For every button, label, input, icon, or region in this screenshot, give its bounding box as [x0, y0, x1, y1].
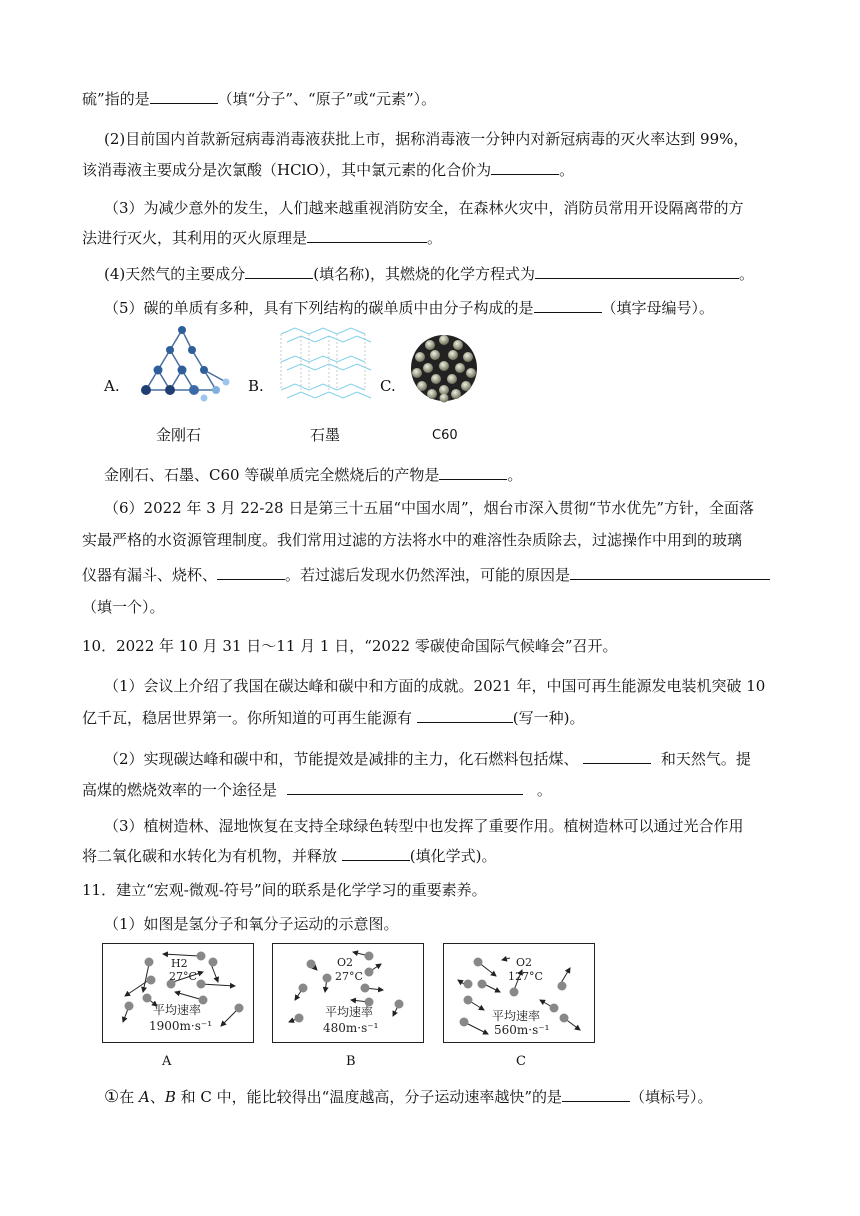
line-3: 该消毒液主要成分是次氯酸（HClO），其中氯元素的化合价为 。: [82, 161, 575, 179]
diamond-structure-image: [130, 320, 236, 406]
line-16: 高煤的燃烧效率的一个途径是 。: [82, 781, 552, 799]
temp-b: 27°C: [335, 970, 363, 983]
line-9: （6）2022 年 3 月 22-28 日是第三十五届“中国水周”，烟台市深入贯彻“节水优先”方针，全面落: [104, 499, 755, 517]
line-20: ①在 𝐴、𝐵 和 C 中，能比较得出“温度越高，分子运动速率越快”的是 （填标号）。: [104, 1087, 713, 1107]
gas-a: H2: [171, 957, 188, 970]
line-11: 仪器有漏斗、烧杯、 。若过滤后发现水仍然浑浊，可能的原因是: [82, 565, 770, 585]
rate-label-c: 平均速率: [492, 1009, 541, 1023]
molecule-label-a: A: [162, 1054, 172, 1069]
rate-label-b: 平均速率: [325, 1005, 374, 1019]
molecule-box-b: [272, 943, 424, 1043]
carbon-b-letter: B.: [248, 377, 264, 395]
line-5: 法进行灭火，其利用的灭火原理是 。: [82, 229, 443, 247]
molecule-label-c: C: [516, 1054, 526, 1069]
line-18: 将二氧化碳和水转化为有机物，并释放 (填化学式)。: [82, 847, 497, 865]
molecule-box-c: [443, 943, 595, 1043]
molecule-label-b: B: [346, 1054, 356, 1069]
line-10: 实最严格的水资源管理制度。我们常用过滤的方法将水中的难溶性杂质除去，过滤操作中用到的玻璃: [82, 531, 743, 549]
graphite-caption: 石墨: [310, 426, 341, 444]
gas-c: O2: [516, 956, 533, 969]
line-7: （5）碳的单质有多种，具有下列结构的碳单质中由分子构成的是 （填字母编号）。: [104, 299, 715, 317]
molecule-box-a: [102, 943, 254, 1043]
line-12: （填一个）。: [82, 598, 165, 616]
diamond-caption: 金刚石: [156, 426, 202, 444]
rate-label-a: 平均速率: [153, 1003, 202, 1017]
question-10: 10．2022 年 10 月 31 日～11 月 1 日，“2022 零碳使命国际气候峰会”召开。: [82, 637, 618, 655]
line-14: 亿千瓦，稳居世界第一。你所知道的可再生能源有 (写一种)。: [82, 709, 585, 727]
temp-a: 27°C: [169, 970, 197, 983]
line-19: （1）如图是氢分子和氧分子运动的示意图。: [104, 915, 399, 933]
rate-a: 1900m·s⁻¹: [149, 1019, 213, 1033]
line-15: （2）实现碳达峰和碳中和，节能提效是减排的主力，化石燃料包括煤、 和天然气。提: [104, 750, 751, 768]
line-13: （1）会议上介绍了我国在碳达峰和碳中和方面的成就。2021 年，中国可再生能源发电装机突破 10: [104, 677, 766, 695]
c60-caption: C60: [432, 428, 458, 443]
line-4: （3）为减少意外的发生，人们越来越重视消防安全，在森林火灾中，消防员常用开设隔离带的方: [104, 199, 744, 217]
rate-c: 560m·s⁻¹: [494, 1023, 550, 1037]
question-11: 11．建立“宏观-微观-符号”间的联系是化学学习的重要素养。: [82, 881, 487, 899]
c60-structure-image: [408, 328, 480, 420]
line-17: （3）植树造林、湿地恢复在支持全球绿色转型中也发挥了重要作用。植树造林可以通过光合作用: [104, 817, 744, 835]
rate-b: 480m·s⁻¹: [323, 1021, 379, 1035]
line-6: (4)天然气的主要成分 (填名称)，其燃烧的化学方程式为 。: [104, 265, 754, 283]
line-1: 硫”指的是 （填“分子”、“原子”或“元素”）。: [82, 90, 437, 108]
carbon-c-letter: C.: [380, 377, 396, 395]
line-8: 金刚石、石墨、C60 等碳单质完全燃烧后的产物是 。: [104, 466, 523, 484]
carbon-a-letter: A.: [104, 377, 120, 395]
line-2: (2)目前国内首款新冠病毒消毒液获批上市，据称消毒液一分钟内对新冠病毒的灭火率达到 99%，: [104, 130, 749, 148]
temp-c: 127°C: [508, 970, 543, 983]
graphite-structure-image: [275, 324, 373, 404]
gas-b: O2: [337, 956, 354, 969]
